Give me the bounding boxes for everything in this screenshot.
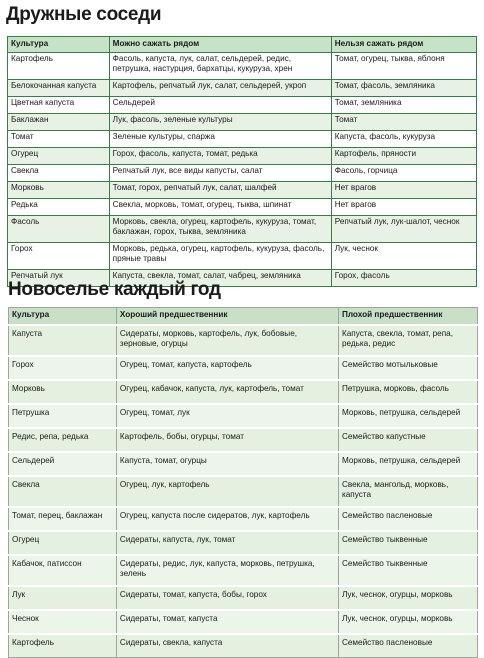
cannot-plant-cell: Томат, фасоль, земляника bbox=[331, 80, 476, 97]
crop-cell: Петрушка bbox=[9, 404, 117, 428]
cannot-plant-cell: Томат bbox=[331, 114, 476, 131]
column-header-crop: Культура bbox=[9, 308, 117, 326]
table-header-row bbox=[9, 308, 478, 326]
good-predecessor-cell: Сидераты, редис, лук, капуста, морковь, петрушка, зелень bbox=[116, 555, 338, 586]
good-predecessor-cell: Сидераты, томат, капуста bbox=[116, 610, 338, 634]
section-title-companions: Дружные соседи bbox=[6, 4, 162, 25]
can-plant-cell: Капуста, свекла, томат, салат, чабрец, земляника bbox=[109, 270, 331, 287]
cannot-plant-cell: Фасоль, горчица bbox=[331, 165, 476, 182]
crop-cell: Кабачок, патиссон bbox=[9, 555, 117, 586]
crop-cell: Огурец bbox=[8, 148, 110, 165]
table-row bbox=[8, 80, 477, 97]
column-header-good-predecessor: Хороший предшественник bbox=[116, 308, 338, 326]
crop-cell: Морковь bbox=[9, 380, 117, 404]
cannot-plant-cell: Капуста, фасоль, кукуруза bbox=[331, 131, 476, 148]
crop-cell: Горох bbox=[8, 243, 110, 270]
table-row bbox=[8, 182, 477, 199]
cannot-plant-cell: Горох, фасоль bbox=[331, 270, 476, 287]
bad-predecessor-cell: Семейство тыквенные bbox=[338, 555, 477, 586]
good-predecessor-cell: Огурец, капуста после сидератов, лук, картофель bbox=[116, 507, 338, 531]
crop-cell: Горох bbox=[9, 356, 117, 380]
can-plant-cell: Картофель, репчатый лук, салат, сельдерей, укроп bbox=[109, 80, 331, 97]
table-row bbox=[8, 131, 477, 148]
table-row bbox=[8, 216, 477, 243]
crop-cell: Огурец bbox=[9, 531, 117, 555]
can-plant-cell: Горох, фасоль, капуста, томат, редька bbox=[109, 148, 331, 165]
table-row bbox=[8, 199, 477, 216]
table-row bbox=[9, 404, 478, 428]
crop-cell: Редис, репа, редька bbox=[9, 428, 117, 452]
can-plant-cell: Зеленые культуры, спаржа bbox=[109, 131, 331, 148]
bad-predecessor-cell: Свекла, мангольд, морковь, капуста bbox=[338, 476, 477, 507]
table-row bbox=[9, 507, 478, 531]
crop-cell: Лук bbox=[9, 586, 117, 610]
table-header-row bbox=[8, 37, 477, 53]
column-header-crop: Культура bbox=[8, 37, 110, 53]
good-predecessor-cell: Капуста, томат, огурцы bbox=[116, 452, 338, 476]
good-predecessor-cell: Сидераты, томат, капуста, бобы, горох bbox=[116, 586, 338, 610]
crop-cell: Картофель bbox=[9, 634, 117, 658]
bad-predecessor-cell: Лук, чеснок, огурцы, морковь bbox=[338, 610, 477, 634]
table-row bbox=[8, 165, 477, 182]
bad-predecessor-cell: Морковь, петрушка, сельдерей bbox=[338, 452, 477, 476]
can-plant-cell: Репчатый лук, все виды капусты, салат bbox=[109, 165, 331, 182]
can-plant-cell: Лук, фасоль, зеленые культуры bbox=[109, 114, 331, 131]
table-row bbox=[8, 243, 477, 270]
good-predecessor-cell: Огурец, томат, лук bbox=[116, 404, 338, 428]
crop-cell: Томат, перец, баклажан bbox=[9, 507, 117, 531]
can-plant-cell: Томат, горох, репчатый лук, салат, шалфей bbox=[109, 182, 331, 199]
table-row bbox=[8, 53, 477, 80]
can-plant-cell: Морковь, редька, огурец, картофель, кукуруза, фасоль, пряные травы bbox=[109, 243, 331, 270]
table-row bbox=[8, 114, 477, 131]
bad-predecessor-cell: Петрушка, морковь, фасоль bbox=[338, 380, 477, 404]
crop-cell: Свекла bbox=[9, 476, 117, 507]
crop-cell: Чеснок bbox=[9, 610, 117, 634]
table-row bbox=[8, 148, 477, 165]
cannot-plant-cell: Картофель, пряности bbox=[331, 148, 476, 165]
good-predecessor-cell: Картофель, бобы, огурцы, томат bbox=[116, 428, 338, 452]
cannot-plant-cell: Томат, огурец, тыква, яблоня bbox=[331, 53, 476, 80]
bad-predecessor-cell: Морковь, петрушка, сельдерей bbox=[338, 404, 477, 428]
cannot-plant-cell: Нет врагов bbox=[331, 199, 476, 216]
can-plant-cell: Сельдерей bbox=[109, 97, 331, 114]
table-row bbox=[9, 325, 478, 356]
column-header-cannot-plant: Нельзя сажать рядом bbox=[331, 37, 476, 53]
crop-cell: Фасоль bbox=[8, 216, 110, 243]
good-predecessor-cell: Огурец, кабачок, капуста, лук, картофель, томат bbox=[116, 380, 338, 404]
good-predecessor-cell: Сидераты, капуста, лук, томат bbox=[116, 531, 338, 555]
table-row bbox=[9, 610, 478, 634]
cannot-plant-cell: Нет врагов bbox=[331, 182, 476, 199]
good-predecessor-cell: Сидераты, свекла, капуста bbox=[116, 634, 338, 658]
cannot-plant-cell: Репчатый лук, лук-шалот, чеснок bbox=[331, 216, 476, 243]
bad-predecessor-cell: Семейство пасленовые bbox=[338, 634, 477, 658]
bad-predecessor-cell: Семейство мотыльковые bbox=[338, 356, 477, 380]
cannot-plant-cell: Томат, земляника bbox=[331, 97, 476, 114]
companion-planting-table bbox=[7, 36, 477, 287]
table-row bbox=[9, 586, 478, 610]
section-title-rotation: Новоселье каждый год bbox=[8, 279, 221, 300]
crop-cell: Свекла bbox=[8, 165, 110, 182]
table-row bbox=[9, 531, 478, 555]
crop-cell: Редька bbox=[8, 199, 110, 216]
good-predecessor-cell: Сидераты, морковь, картофель, лук, бобовые, зерновые, огурцы bbox=[116, 325, 338, 356]
table-row bbox=[9, 634, 478, 658]
can-plant-cell: Фасоль, капуста, лук, салат, сельдерей, редис, петрушка, настурция, бархатцы, кукуруза, хрен bbox=[109, 53, 331, 80]
crop-cell: Томат bbox=[8, 131, 110, 148]
table-row bbox=[9, 555, 478, 586]
crop-cell: Репчатый лук bbox=[8, 270, 110, 287]
table-row bbox=[9, 452, 478, 476]
bad-predecessor-cell: Семейство пасленовые bbox=[338, 507, 477, 531]
can-plant-cell: Морковь, свекла, огурец, картофель, кукуруза, томат, баклажан, горох, тыква, земляника bbox=[109, 216, 331, 243]
crop-cell: Сельдерей bbox=[9, 452, 117, 476]
crop-cell: Картофель bbox=[8, 53, 110, 80]
table-row bbox=[9, 356, 478, 380]
crop-cell: Капуста bbox=[9, 325, 117, 356]
bad-predecessor-cell: Семейство тыквенные bbox=[338, 531, 477, 555]
good-predecessor-cell: Огурец, томат, капуста, картофель bbox=[116, 356, 338, 380]
crop-rotation-table bbox=[8, 307, 478, 658]
table-row bbox=[9, 428, 478, 452]
good-predecessor-cell: Огурец, лук, картофель bbox=[116, 476, 338, 507]
column-header-can-plant: Можно сажать рядом bbox=[109, 37, 331, 53]
bad-predecessor-cell: Капуста, свекла, томат, репа, редька, редис bbox=[338, 325, 477, 356]
table-row bbox=[9, 476, 478, 507]
crop-cell: Морковь bbox=[8, 182, 110, 199]
bad-predecessor-cell: Семейство капустные bbox=[338, 428, 477, 452]
crop-cell: Баклажан bbox=[8, 114, 110, 131]
crop-cell: Цветная капуста bbox=[8, 97, 110, 114]
column-header-bad-predecessor: Плохой предшественник bbox=[338, 308, 477, 326]
cannot-plant-cell: Лук, чеснок bbox=[331, 243, 476, 270]
bad-predecessor-cell: Лук, чеснок, огурцы, морковь bbox=[338, 586, 477, 610]
table-row bbox=[9, 380, 478, 404]
crop-cell: Белокочанная капуста bbox=[8, 80, 110, 97]
table-row bbox=[8, 97, 477, 114]
can-plant-cell: Свекла, морковь, томат, огурец, тыква, шпинат bbox=[109, 199, 331, 216]
